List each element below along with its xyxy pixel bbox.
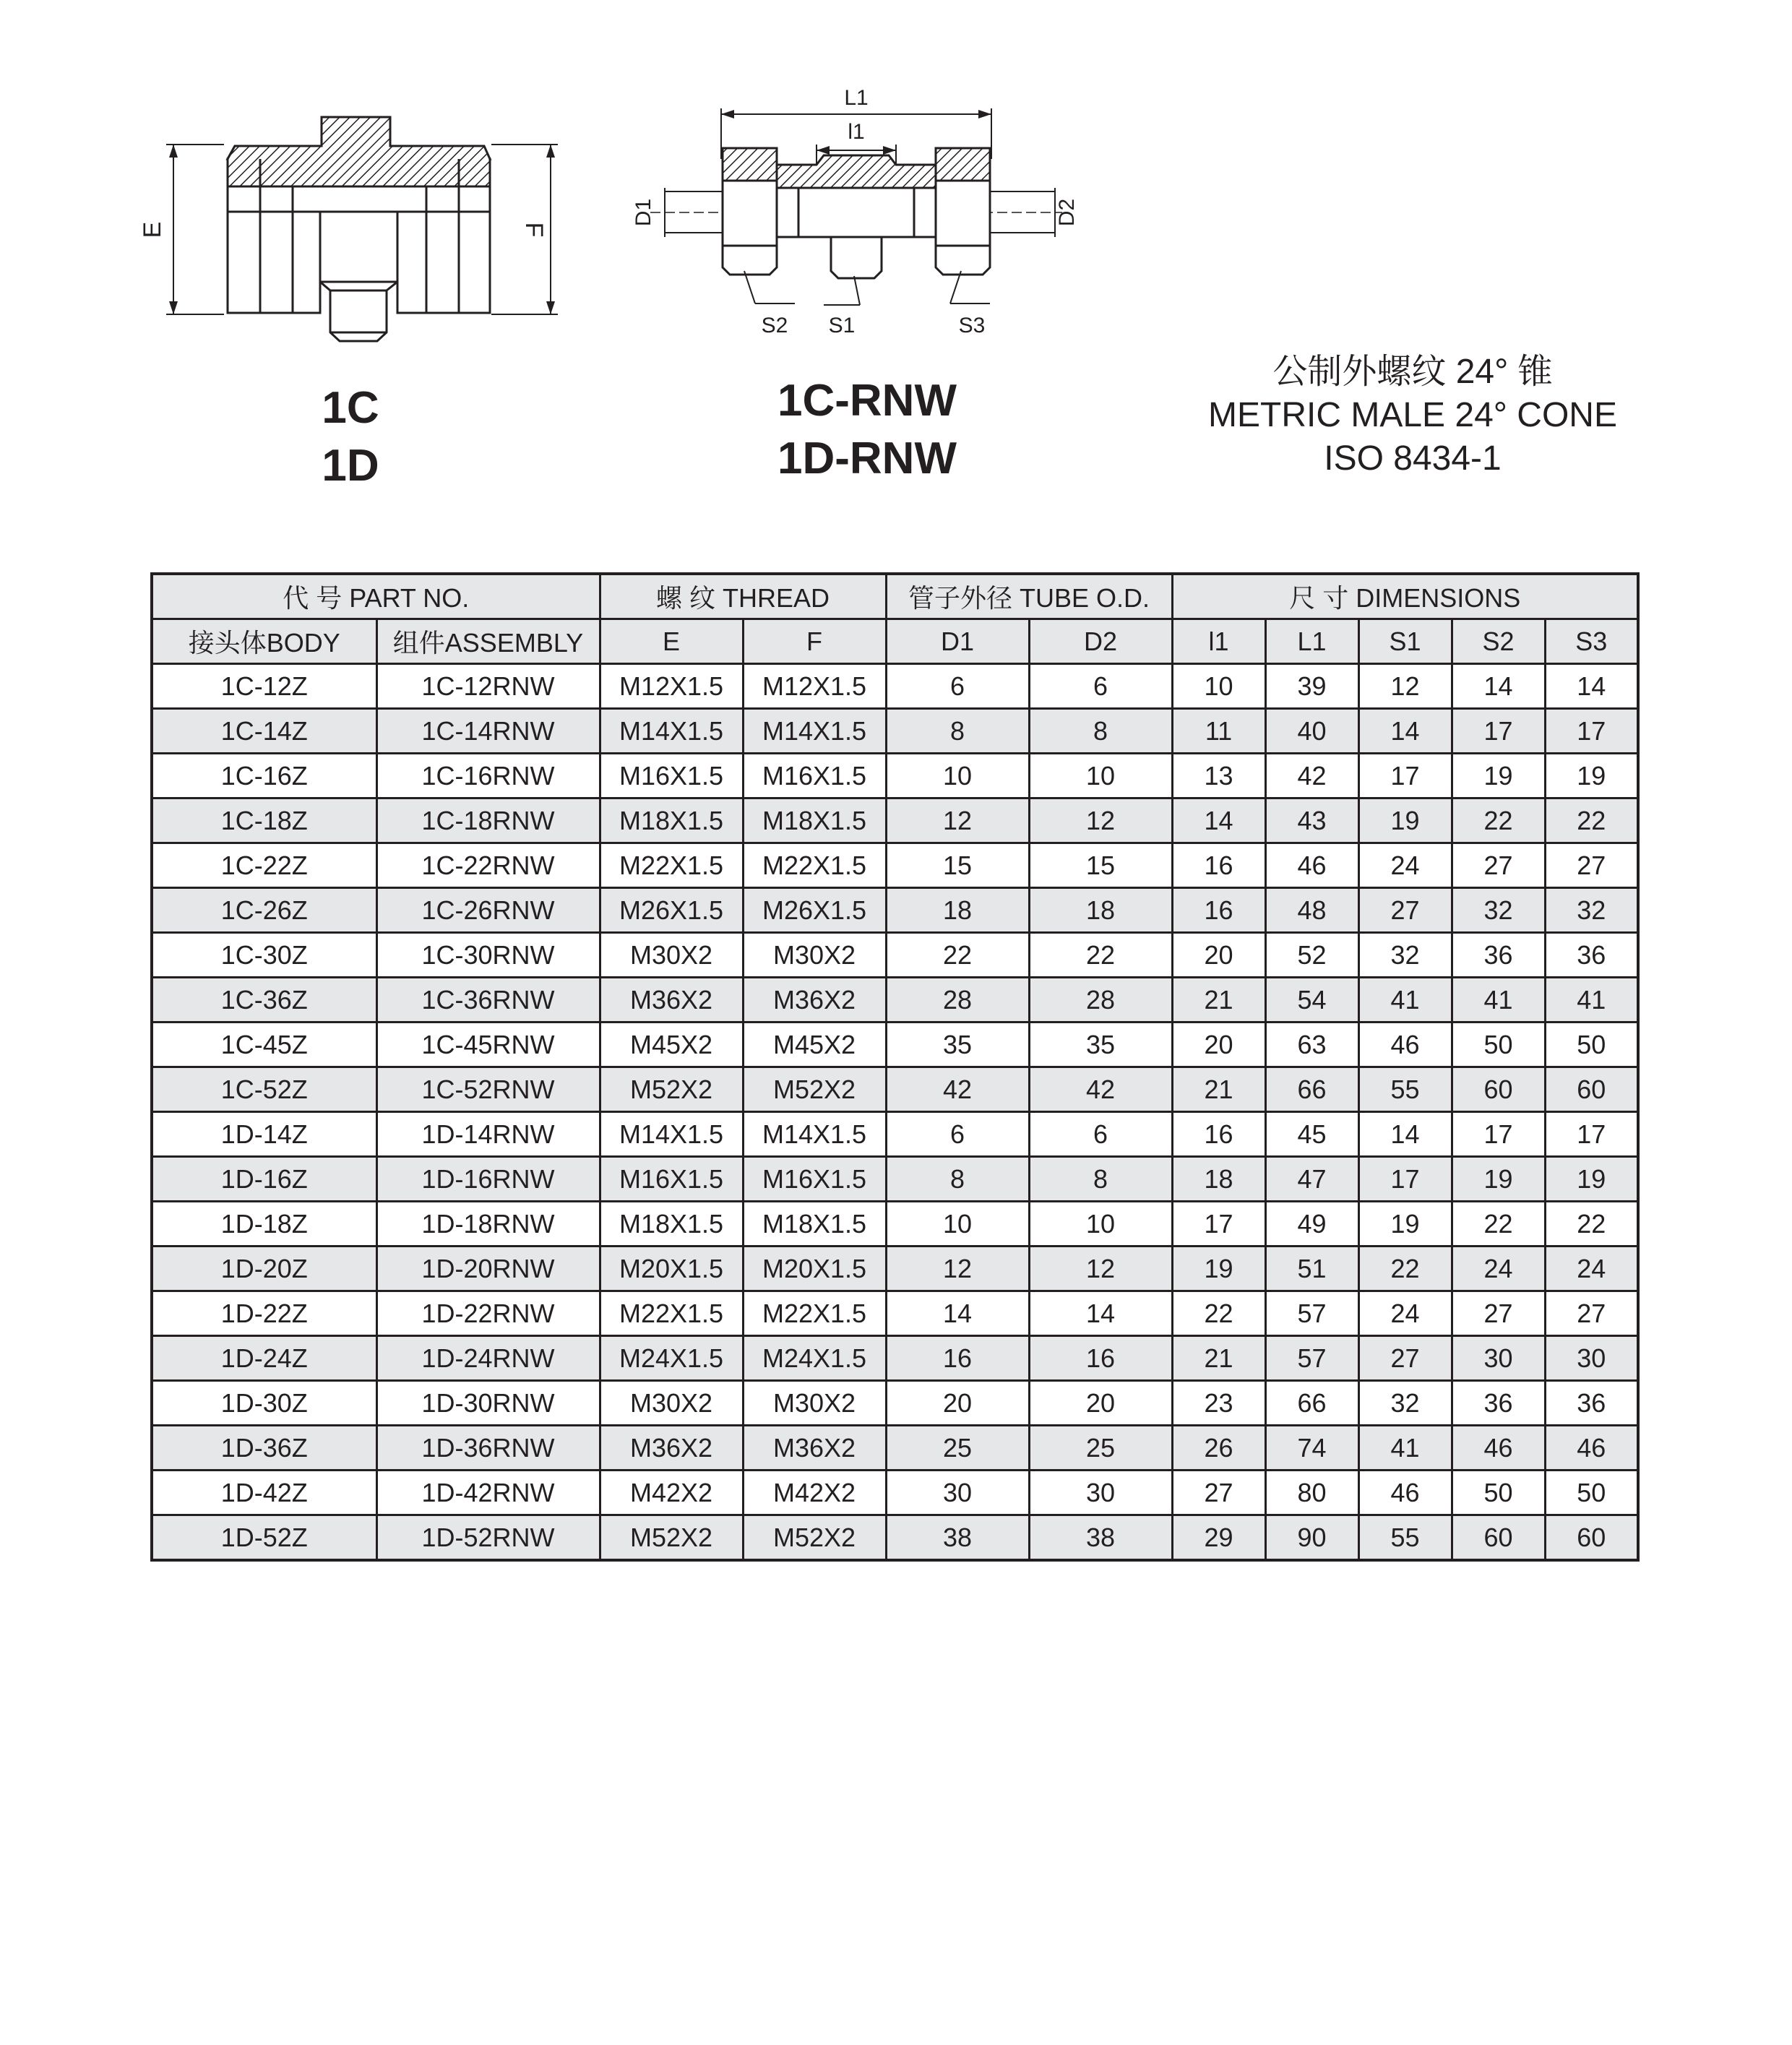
table-cell: 1D-36RNW	[376, 1426, 600, 1471]
table-cell: 1C-16Z	[152, 754, 376, 798]
table-cell: 8	[1029, 709, 1172, 754]
table-column-header-row	[152, 619, 1638, 664]
table-row	[152, 1247, 1638, 1291]
dimensions-table	[150, 572, 1640, 1562]
table-row	[152, 798, 1638, 843]
table-row	[152, 1022, 1638, 1067]
table-cell: M22X1.5	[600, 843, 743, 888]
table-cell: 1C-45RNW	[376, 1022, 600, 1067]
fitting-1c-drawing	[130, 101, 578, 354]
table-cell: 40	[1265, 709, 1358, 754]
table-cell: 41	[1358, 978, 1452, 1022]
table-cell: 22	[1545, 798, 1638, 843]
dim-label-e: E	[139, 221, 166, 238]
table-cell: 36	[1545, 933, 1638, 978]
table-cell: 66	[1265, 1067, 1358, 1112]
dim-label-d2: D2	[1055, 198, 1079, 227]
table-cell: 28	[1029, 978, 1172, 1022]
table-cell: 14	[1452, 664, 1545, 709]
table-cell: 41	[1358, 1426, 1452, 1471]
table-cell: M26X1.5	[743, 888, 886, 933]
table-cell: 8	[1029, 1157, 1172, 1202]
column-header: E	[600, 619, 743, 664]
table-cell: 1D-22RNW	[376, 1291, 600, 1336]
table-row	[152, 664, 1638, 709]
table-cell: 47	[1265, 1157, 1358, 1202]
table-row	[152, 1202, 1638, 1247]
table-cell: M26X1.5	[600, 888, 743, 933]
table-cell: 1D-18Z	[152, 1202, 376, 1247]
table-cell: 6	[886, 664, 1029, 709]
table-cell: 1C-36RNW	[376, 978, 600, 1022]
table-cell: 60	[1545, 1067, 1638, 1112]
dim-label-s2: S2	[761, 314, 788, 337]
table-cell: 30	[1452, 1336, 1545, 1381]
table-cell: 20	[1029, 1381, 1172, 1426]
table-cell: 8	[886, 709, 1029, 754]
table-cell: 63	[1265, 1022, 1358, 1067]
table-cell: 10	[1029, 754, 1172, 798]
table-cell: M16X1.5	[600, 1157, 743, 1202]
table-cell: 10	[886, 1202, 1029, 1247]
table-cell: 41	[1545, 978, 1638, 1022]
table-cell: 1C-12RNW	[376, 664, 600, 709]
table-cell: 10	[886, 754, 1029, 798]
table-cell: 50	[1545, 1022, 1638, 1067]
dim-label-s3: S3	[958, 314, 986, 337]
table-cell: 1C-52Z	[152, 1067, 376, 1112]
table-cell: 17	[1545, 1112, 1638, 1157]
table-cell: M52X2	[600, 1515, 743, 1561]
table-cell: 22	[1029, 933, 1172, 978]
table-cell: 55	[1358, 1515, 1452, 1561]
model-1c-rnw: 1C-RNW	[777, 376, 957, 426]
table-cell: 46	[1452, 1426, 1545, 1471]
table-body	[152, 664, 1638, 1561]
table-row	[152, 933, 1638, 978]
table-cell: 30	[886, 1471, 1029, 1515]
table-cell: 48	[1265, 888, 1358, 933]
table-cell: 1D-16Z	[152, 1157, 376, 1202]
table-cell: 1D-24Z	[152, 1336, 376, 1381]
header-tube-od: 管子外径 TUBE O.D.	[886, 574, 1172, 619]
table-cell: 38	[886, 1515, 1029, 1561]
table-cell: 1C-45Z	[152, 1022, 376, 1067]
table-cell: 57	[1265, 1291, 1358, 1336]
table-cell: 10	[1029, 1202, 1172, 1247]
body-model-labels	[278, 379, 423, 495]
table-cell: 43	[1265, 798, 1358, 843]
table-cell: 1D-52Z	[152, 1515, 376, 1561]
table-cell: 14	[886, 1291, 1029, 1336]
table-cell: M20X1.5	[600, 1247, 743, 1291]
table-cell: M42X2	[600, 1471, 743, 1515]
table-cell: 22	[1172, 1291, 1265, 1336]
table-cell: 46	[1265, 843, 1358, 888]
table-cell: 16	[1172, 843, 1265, 888]
table-row	[152, 888, 1638, 933]
table-cell: 26	[1172, 1426, 1265, 1471]
table-cell: 32	[1545, 888, 1638, 933]
table-cell: M14X1.5	[600, 709, 743, 754]
table-cell: 6	[1029, 664, 1172, 709]
table-cell: 50	[1452, 1022, 1545, 1067]
table-cell: 1D-20RNW	[376, 1247, 600, 1291]
table-cell: 6	[886, 1112, 1029, 1157]
spec-title-en: METRIC MALE 24° CONE	[1208, 396, 1617, 434]
model-1d-rnw: 1D-RNW	[777, 434, 957, 483]
model-1d: 1D	[322, 441, 379, 491]
table-cell: 1C-22Z	[152, 843, 376, 888]
table-cell: M42X2	[743, 1471, 886, 1515]
table-cell: 1C-14Z	[152, 709, 376, 754]
table-cell: 1D-14RNW	[376, 1112, 600, 1157]
table-cell: 1D-42RNW	[376, 1471, 600, 1515]
table-cell: 18	[1172, 1157, 1265, 1202]
column-header: L1	[1265, 619, 1358, 664]
table-cell: 30	[1545, 1336, 1638, 1381]
table-cell: 19	[1452, 1157, 1545, 1202]
table-cell: 32	[1358, 933, 1452, 978]
table-cell: 28	[886, 978, 1029, 1022]
column-header: 组件ASSEMBLY	[376, 619, 600, 664]
table-cell: 32	[1358, 1381, 1452, 1426]
table-cell: M14X1.5	[743, 1112, 886, 1157]
table-cell: 57	[1265, 1336, 1358, 1381]
table-cell: 17	[1172, 1202, 1265, 1247]
table-cell: M24X1.5	[743, 1336, 886, 1381]
table-cell: 24	[1452, 1247, 1545, 1291]
table-cell: 60	[1452, 1067, 1545, 1112]
table-cell: 10	[1172, 664, 1265, 709]
table-cell: 27	[1172, 1471, 1265, 1515]
table-cell: 12	[886, 798, 1029, 843]
table-row	[152, 1381, 1638, 1426]
table-cell: M18X1.5	[743, 1202, 886, 1247]
table-cell: 22	[1545, 1202, 1638, 1247]
table-cell: 19	[1545, 754, 1638, 798]
table-cell: M14X1.5	[743, 709, 886, 754]
table-cell: M36X2	[600, 978, 743, 1022]
table-cell: 22	[1452, 1202, 1545, 1247]
table-row	[152, 754, 1638, 798]
table-cell: 13	[1172, 754, 1265, 798]
table-cell: M12X1.5	[600, 664, 743, 709]
table-cell: 17	[1452, 1112, 1545, 1157]
table-cell: 60	[1545, 1515, 1638, 1561]
table-cell: 27	[1452, 1291, 1545, 1336]
table-cell: 1C-16RNW	[376, 754, 600, 798]
table-cell: 12	[886, 1247, 1029, 1291]
table-cell: 1D-22Z	[152, 1291, 376, 1336]
table-cell: 15	[886, 843, 1029, 888]
table-cell: 46	[1545, 1426, 1638, 1471]
column-header: S2	[1452, 619, 1545, 664]
table-cell: 41	[1452, 978, 1545, 1022]
table-cell: 36	[1452, 1381, 1545, 1426]
table-cell: 22	[1452, 798, 1545, 843]
table-cell: 45	[1265, 1112, 1358, 1157]
table-cell: 19	[1358, 798, 1452, 843]
table-cell: M18X1.5	[600, 1202, 743, 1247]
spec-description	[1149, 350, 1676, 481]
table-cell: 1C-30RNW	[376, 933, 600, 978]
table-cell: 42	[1029, 1067, 1172, 1112]
table-row	[152, 843, 1638, 888]
table-cell: 1C-18Z	[152, 798, 376, 843]
table-cell: 25	[886, 1426, 1029, 1471]
table-cell: 20	[1172, 1022, 1265, 1067]
dim-label-f: F	[520, 222, 548, 238]
table-row	[152, 1515, 1638, 1561]
table-cell: 1C-30Z	[152, 933, 376, 978]
table-cell: 1C-26RNW	[376, 888, 600, 933]
table-cell: 12	[1029, 798, 1172, 843]
table-cell: M22X1.5	[743, 843, 886, 888]
table-cell: M36X2	[743, 1426, 886, 1471]
table-cell: 22	[886, 933, 1029, 978]
column-header: S3	[1545, 619, 1638, 664]
table-cell: 18	[1029, 888, 1172, 933]
table-cell: 14	[1029, 1291, 1172, 1336]
table-cell: 14	[1358, 1112, 1452, 1157]
header-thread: 螺 纹 THREAD	[600, 574, 886, 619]
column-header: l1	[1172, 619, 1265, 664]
table-cell: 8	[886, 1157, 1029, 1202]
table-row	[152, 1112, 1638, 1157]
table-cell: M30X2	[600, 1381, 743, 1426]
table-cell: 19	[1545, 1157, 1638, 1202]
table-cell: 27	[1358, 1336, 1452, 1381]
table-cell: 20	[1172, 933, 1265, 978]
table-cell: 50	[1452, 1471, 1545, 1515]
table-cell: 16	[1029, 1336, 1172, 1381]
table-cell: 90	[1265, 1515, 1358, 1561]
table-cell: M52X2	[743, 1067, 886, 1112]
table-cell: 17	[1358, 754, 1452, 798]
table-cell: 22	[1358, 1247, 1452, 1291]
dim-label-s1: S1	[828, 314, 856, 337]
dim-label-l1: L1	[844, 86, 869, 110]
table-group-header-row	[152, 574, 1638, 619]
table-cell: 1D-18RNW	[376, 1202, 600, 1247]
table-cell: M36X2	[743, 978, 886, 1022]
table-cell: 55	[1358, 1067, 1452, 1112]
table-cell: 27	[1545, 843, 1638, 888]
table-cell: 1D-52RNW	[376, 1515, 600, 1561]
table-cell: 23	[1172, 1381, 1265, 1426]
header-part-no: 代 号 PART NO.	[152, 574, 600, 619]
table-cell: 27	[1452, 843, 1545, 888]
column-header: 接头体BODY	[152, 619, 376, 664]
table-cell: 19	[1452, 754, 1545, 798]
table-cell: 32	[1452, 888, 1545, 933]
table-cell: M45X2	[600, 1022, 743, 1067]
table-cell: 42	[1265, 754, 1358, 798]
table-cell: 1D-16RNW	[376, 1157, 600, 1202]
table-cell: 19	[1358, 1202, 1452, 1247]
table-cell: 12	[1029, 1247, 1172, 1291]
table-row	[152, 1336, 1638, 1381]
table-cell: 15	[1029, 843, 1172, 888]
table-cell: M30X2	[743, 933, 886, 978]
table-cell: 21	[1172, 978, 1265, 1022]
table-cell: 38	[1029, 1515, 1172, 1561]
table-row	[152, 1471, 1638, 1515]
table-cell: 16	[1172, 1112, 1265, 1157]
table-cell: 14	[1358, 709, 1452, 754]
column-header: D2	[1029, 619, 1172, 664]
table-cell: 39	[1265, 664, 1358, 709]
table-cell: 6	[1029, 1112, 1172, 1157]
table-cell: 1D-30RNW	[376, 1381, 600, 1426]
table-row	[152, 709, 1638, 754]
table-row	[152, 1157, 1638, 1202]
table-cell: M16X1.5	[600, 754, 743, 798]
table-cell: 18	[886, 888, 1029, 933]
dim-label-i1: l1	[848, 120, 865, 144]
table-row	[152, 1291, 1638, 1336]
table-cell: 42	[886, 1067, 1029, 1112]
dim-label-d1: D1	[632, 198, 655, 227]
table-cell: M30X2	[743, 1381, 886, 1426]
table-cell: M24X1.5	[600, 1336, 743, 1381]
spec-standard: ISO 8434-1	[1324, 439, 1502, 478]
table-cell: 1D-36Z	[152, 1426, 376, 1471]
table-cell: 52	[1265, 933, 1358, 978]
table-cell: 1C-52RNW	[376, 1067, 600, 1112]
table-cell: 50	[1545, 1471, 1638, 1515]
table-cell: 20	[886, 1381, 1029, 1426]
table-cell: 1D-14Z	[152, 1112, 376, 1157]
table-cell: 1D-42Z	[152, 1471, 376, 1515]
table-cell: 21	[1172, 1067, 1265, 1112]
column-header: S1	[1358, 619, 1452, 664]
model-1c: 1C	[322, 383, 379, 433]
table-cell: 1D-24RNW	[376, 1336, 600, 1381]
table-cell: 36	[1452, 933, 1545, 978]
table-cell: 21	[1172, 1336, 1265, 1381]
table-cell: M22X1.5	[600, 1291, 743, 1336]
table-cell: 36	[1545, 1381, 1638, 1426]
table-cell: 24	[1545, 1247, 1638, 1291]
table-cell: M52X2	[600, 1067, 743, 1112]
column-header: F	[743, 619, 886, 664]
table-cell: 16	[886, 1336, 1029, 1381]
table-cell: 49	[1265, 1202, 1358, 1247]
table-cell: 1C-14RNW	[376, 709, 600, 754]
table-cell: 12	[1358, 664, 1452, 709]
table-cell: 17	[1452, 709, 1545, 754]
table-cell: M16X1.5	[743, 1157, 886, 1202]
table-row	[152, 1426, 1638, 1471]
table-cell: 16	[1172, 888, 1265, 933]
table-cell: 17	[1545, 709, 1638, 754]
table-cell: 27	[1358, 888, 1452, 933]
table-cell: 1C-18RNW	[376, 798, 600, 843]
table-cell: 80	[1265, 1471, 1358, 1515]
table-cell: M20X1.5	[743, 1247, 886, 1291]
table-cell: 30	[1029, 1471, 1172, 1515]
table-row	[152, 978, 1638, 1022]
table-cell: 51	[1265, 1247, 1358, 1291]
spec-title-cn: 公制外螺纹 24° 锥	[1272, 353, 1553, 391]
table-cell: M18X1.5	[743, 798, 886, 843]
table-cell: 46	[1358, 1022, 1452, 1067]
assembly-model-labels	[723, 372, 1012, 488]
table-cell: 1C-22RNW	[376, 843, 600, 888]
table-cell: 1C-36Z	[152, 978, 376, 1022]
table-cell: 25	[1029, 1426, 1172, 1471]
table-cell: M45X2	[743, 1022, 886, 1067]
table-cell: 14	[1545, 664, 1638, 709]
table-cell: 11	[1172, 709, 1265, 754]
table-cell: 35	[1029, 1022, 1172, 1067]
table-cell: 27	[1545, 1291, 1638, 1336]
table-cell: 66	[1265, 1381, 1358, 1426]
table-cell: 35	[886, 1022, 1029, 1067]
table-cell: M14X1.5	[600, 1112, 743, 1157]
table-row	[152, 1067, 1638, 1112]
table-cell: 17	[1358, 1157, 1452, 1202]
table-cell: M36X2	[600, 1426, 743, 1471]
table-cell: M30X2	[600, 933, 743, 978]
table-cell: 54	[1265, 978, 1358, 1022]
table-cell: M12X1.5	[743, 664, 886, 709]
table-cell: 29	[1172, 1515, 1265, 1561]
table-cell: 60	[1452, 1515, 1545, 1561]
table-cell: 1D-20Z	[152, 1247, 376, 1291]
table-cell: 24	[1358, 843, 1452, 888]
fitting-rnw-drawing	[621, 79, 1084, 354]
table-cell: 14	[1172, 798, 1265, 843]
table-cell: 1C-12Z	[152, 664, 376, 709]
table-cell: M16X1.5	[743, 754, 886, 798]
table-cell: 46	[1358, 1471, 1452, 1515]
table-cell: 1C-26Z	[152, 888, 376, 933]
header-dimensions: 尺 寸 DIMENSIONS	[1172, 574, 1638, 619]
table-cell: M52X2	[743, 1515, 886, 1561]
table-cell: 19	[1172, 1247, 1265, 1291]
table-cell: 74	[1265, 1426, 1358, 1471]
table-cell: 1D-30Z	[152, 1381, 376, 1426]
column-header: D1	[886, 619, 1029, 664]
table-cell: 24	[1358, 1291, 1452, 1336]
table-cell: M22X1.5	[743, 1291, 886, 1336]
table-cell: M18X1.5	[600, 798, 743, 843]
